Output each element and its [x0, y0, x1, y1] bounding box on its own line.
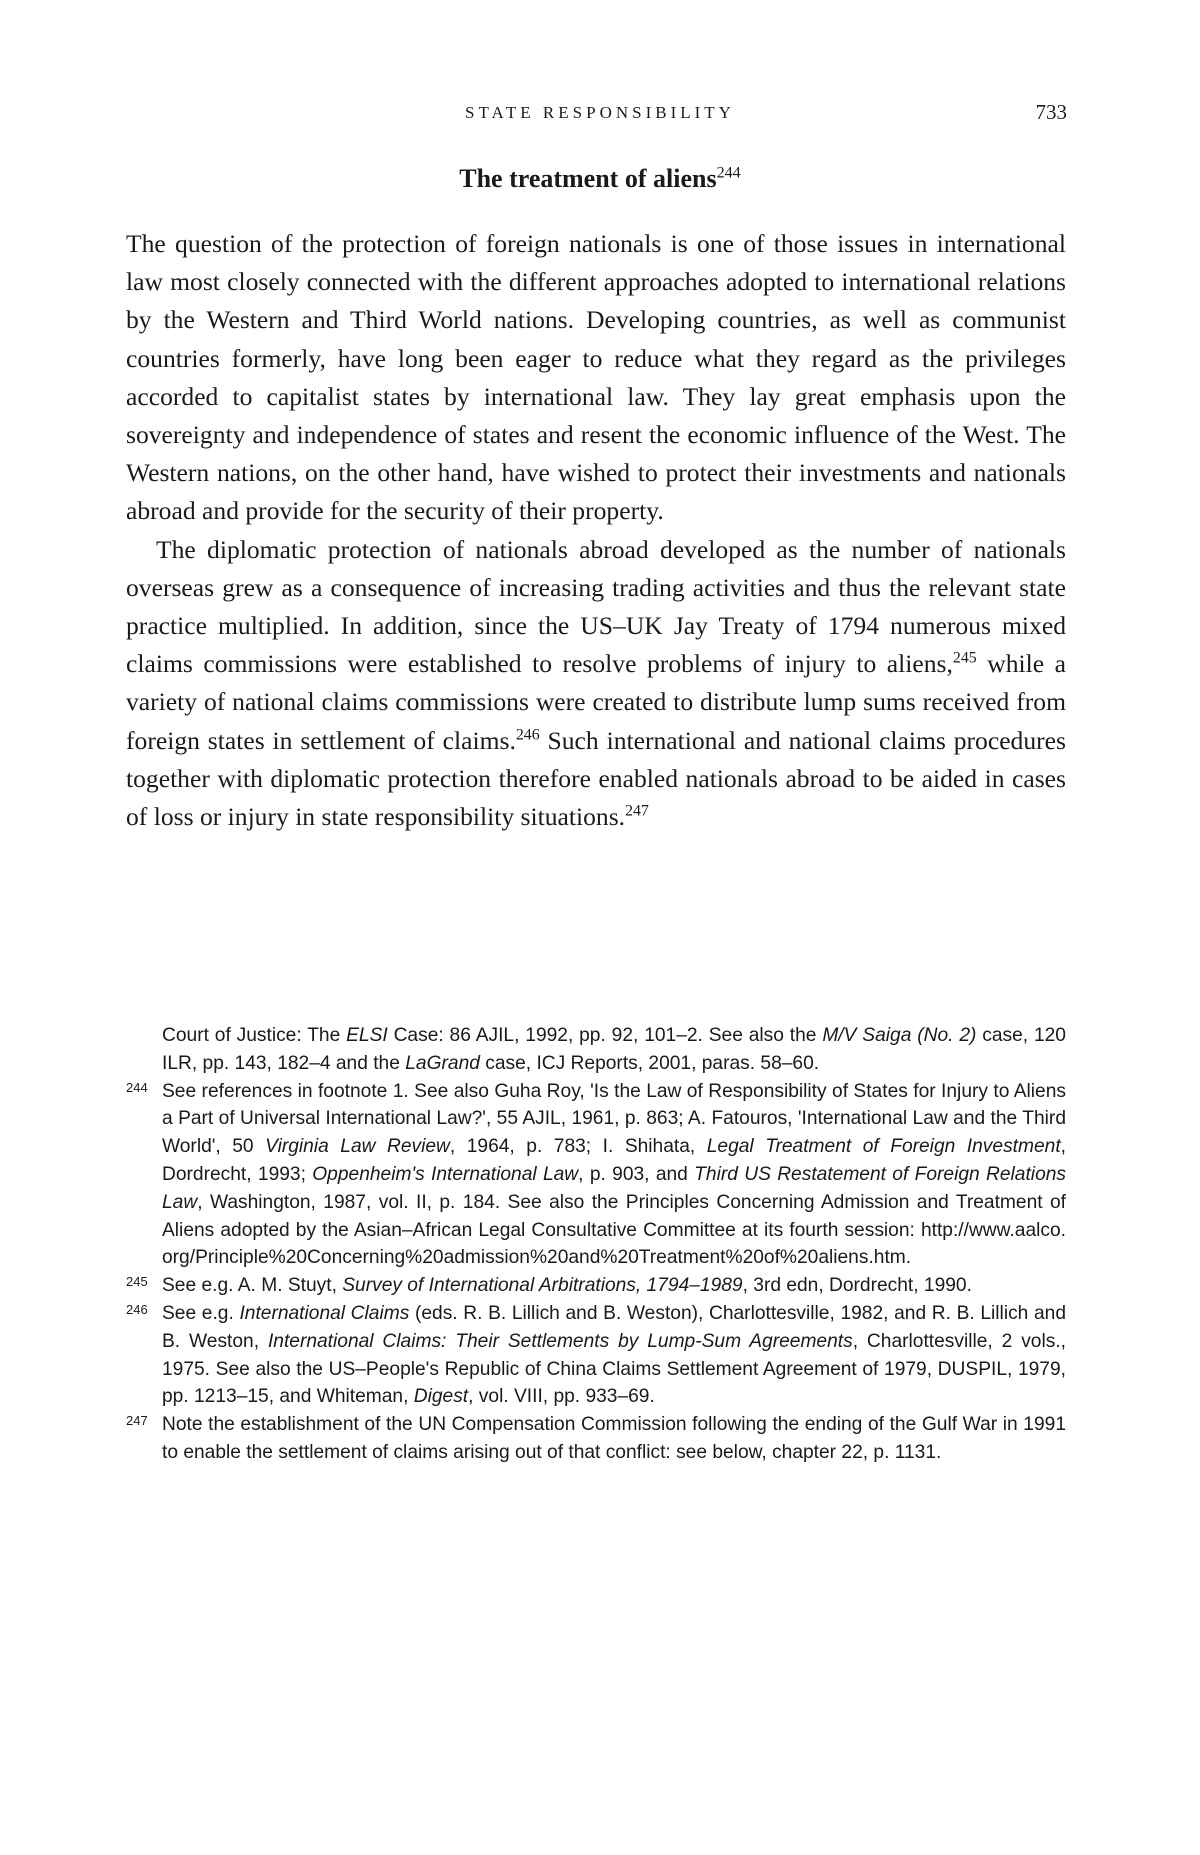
page-number: 733 — [1035, 100, 1067, 124]
body-text — [126, 225, 1066, 836]
footnote-244: 244 See references in footnote 1. See also Guha Roy, 'Is the Law of Responsibility of States for Injury to Aliens a Part of Universal International Law?', 55 AJIL, 1961, p. 863; A. Fatouros, 'International Law and the Third World', 50 Virginia Law Review, 1964, p. 783; I. Shihata, Legal Treatment of Foreign Investment, Dordrecht, 1993; Oppenheim's International Law, p. 903, and Third US Restatement of Foreign Relations Law, Washington, 1987, vol. II, p. 184. See also the Principles Concerning Admission and Treatment of Aliens adopted by the Asian–African Legal Consultative Committee at its fourth session: http://www.aalco.org/Principle%20Concerning%20admission%20and%20Treatment%20of%20aliens.htm. — [126, 1078, 1066, 1273]
section-title-text: The treatment of aliens — [459, 164, 717, 193]
footnote-245: 245 See e.g. A. M. Stuyt, Survey of International Arbitrations, 1794–1989, 3rd edn, Dordrecht, 1990. — [126, 1272, 1066, 1300]
footnote-number: 246 — [126, 1301, 148, 1317]
running-title: STATE RESPONSIBILITY — [465, 103, 735, 122]
paragraph-1: The question of the protection of foreign nationals is one of those issues in international law most closely connected with the different approaches adopted to international relations by the Western and Third World nations. Developing countries, as well as communist countries formerly, have long been eager to reduce what they regard as the privileges accorded to capitalist states by international law. They lay great emphasis upon the sovereignty and independence of states and resent the economic influence of the West. The Western nations, on the other hand, have wished to protect their investments and nationals abroad and provide for the security of their property. — [126, 229, 1066, 526]
footnote-number: 244 — [126, 1079, 148, 1095]
footnote-246: 246 See e.g. International Claims (eds. R. B. Lillich and B. Weston), Charlottesville, 1982, and R. B. Lillich and B. Weston, International Claims: Their Settlements by Lump-Sum Agreements, Charlottesville, 2 vols., 1975. See also the US–People's Republic of China Claims Settlement Agreement of 1979, DUSPIL, 1979, pp. 1213–15, and Whiteman, Digest, vol. VIII, pp. 933–69. — [126, 1300, 1066, 1411]
section-title — [0, 164, 1200, 194]
footnote-247: 247 Note the establishment of the UN Compensation Commission following the ending of the Gulf War in 1991 to enable the settlement of claims arising out of that conflict: see below, chapter 22, p. 1131. — [126, 1411, 1066, 1467]
footnote-number: 247 — [126, 1413, 148, 1429]
footnote-ref-247: 247 — [625, 802, 649, 820]
paragraph-2: The diplomatic protection of nationals abroad developed as the number of nationals overseas grew as a consequence of increasing trading activities and thus the relevant state practice multiplied. In addition, since the US–UK Jay Treaty of 1794 numerous mixed claims commissions were established to resolve problems of injury to aliens,$^{245}$ while a variety of national claims commissions were created to distribute lump sums received from foreign states in settlement of claims.$^{246}$ Such international and national claims procedures together with diplomatic protection therefore enabled nationals abroad to be aided in cases of loss or injury in state responsibility situations.$^{247}$ — [126, 534, 1066, 832]
footnote-continued: Court of Justice: The ELSI Case: 86 AJIL, 1992, pp. 92, 101–2. See also the M/V Saiga (No. 2) case, 120 ILR, pp. 143, 182–4 and the LaGrand case, ICJ Reports, 2001, paras. 58–60. — [162, 1025, 1066, 1074]
running-head — [0, 100, 1200, 133]
footnote-url: http://www.aalco.org/Principle%20Concerning%20admission%20and%20Treatment%20of%20aliens.htm — [162, 1219, 1066, 1269]
footnote-ref-246: 246 — [515, 726, 540, 744]
footnote-ref-245: 245 — [952, 649, 977, 667]
footnote-ref-244: 244 — [716, 164, 741, 182]
footnotes — [126, 1022, 1066, 1467]
footnote-number: 245 — [126, 1274, 148, 1290]
